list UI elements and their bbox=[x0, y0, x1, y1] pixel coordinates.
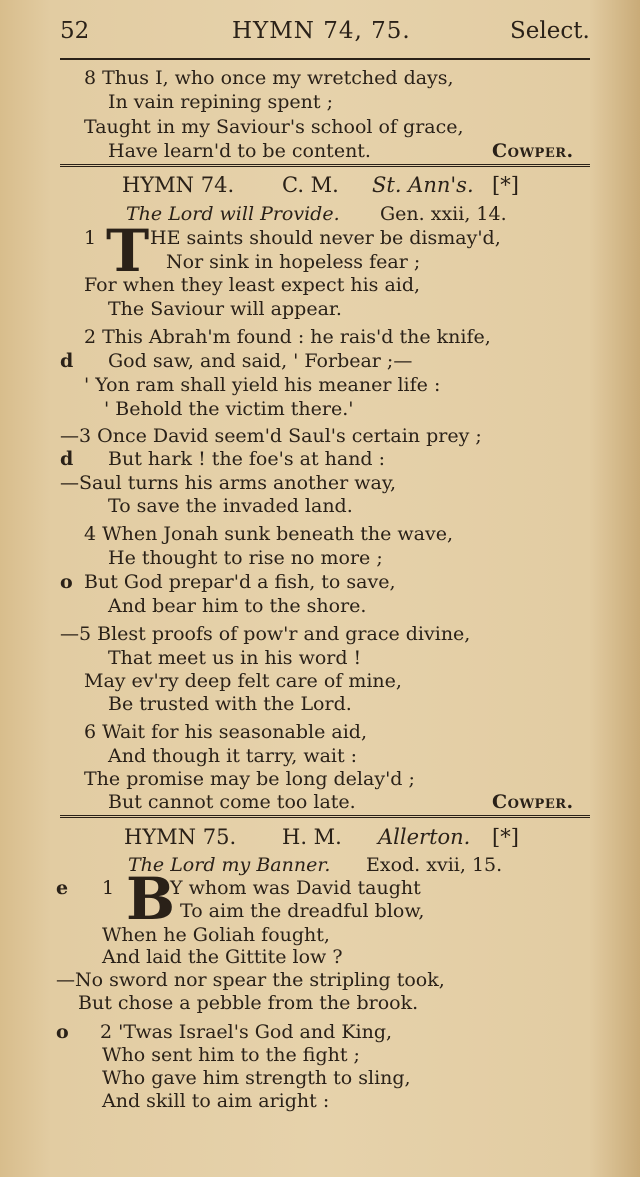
page-number: 52 bbox=[60, 18, 90, 44]
verse-line: Taught in my Saviour's school of grace, bbox=[84, 116, 464, 138]
verse-line: 2 This Abrah'm found : he rais'd the knife, bbox=[84, 326, 491, 348]
verse-line: And laid the Gittite low ? bbox=[102, 946, 343, 968]
drop-cap: T bbox=[106, 217, 150, 285]
verse-line: In vain repining spent ; bbox=[108, 91, 333, 113]
verse-line: Who sent him to the fight ; bbox=[102, 1044, 360, 1066]
author-name: Cowper. bbox=[492, 791, 574, 813]
verse-line: But chose a pebble from the brook. bbox=[78, 992, 419, 1014]
verse-line: —No sword nor spear the stripling took, bbox=[56, 969, 445, 991]
verse-line: Be trusted with the Lord. bbox=[108, 693, 352, 715]
verse-line: And skill to aim aright : bbox=[102, 1090, 330, 1112]
verse-line: Who gave him strength to sling, bbox=[102, 1067, 411, 1089]
hymn-label: HYMN 75. bbox=[124, 825, 237, 849]
verse-line: 4 When Jonah sunk beneath the wave, bbox=[84, 523, 453, 545]
section-label: Select. bbox=[510, 18, 590, 44]
hymn-meter: C. M. bbox=[282, 173, 339, 197]
hymn-label: HYMN 74. bbox=[122, 173, 235, 197]
verse-line: Y whom was David taught bbox=[170, 877, 421, 899]
verse-line: HE saints should never be dismay'd, bbox=[150, 227, 501, 249]
hymn-tune: St. Ann's. bbox=[372, 173, 474, 197]
verse-line: That meet us in his word ! bbox=[108, 647, 362, 669]
verse-line: 6 Wait for his seasonable aid, bbox=[84, 721, 367, 743]
verse-line: ' Behold the victim there.' bbox=[104, 398, 354, 420]
hymn-tune: Allerton. bbox=[378, 825, 471, 849]
verse-line: —3 Once David seem'd Saul's certain prey ; bbox=[60, 425, 482, 447]
verse-line: —5 Blest proofs of pow'r and grace divine, bbox=[60, 623, 471, 645]
verse-line: And bear him to the shore. bbox=[108, 595, 367, 617]
dynamic-mark: o bbox=[56, 1021, 69, 1043]
verse-line: To aim the dreadful blow, bbox=[180, 900, 425, 922]
verse-line: 8 Thus I, who once my wretched days, bbox=[84, 67, 454, 89]
dynamic-mark: d bbox=[60, 350, 74, 372]
dynamic-mark: e bbox=[56, 877, 69, 899]
verse-line: 2 'Twas Israel's God and King, bbox=[100, 1021, 393, 1043]
hymn-subtitle: The Lord my Banner. bbox=[128, 854, 331, 876]
hymn-mark: [*] bbox=[492, 825, 519, 849]
verse-line: God saw, and said, ' Forbear ;— bbox=[108, 350, 413, 372]
verse-line: ' Yon ram shall yield his meaner life : bbox=[84, 374, 441, 396]
verse-line: But hark ! the foe's at hand : bbox=[108, 448, 386, 470]
dynamic-mark: d bbox=[60, 448, 74, 470]
hymn-divider bbox=[60, 815, 590, 818]
hymn-mark: [*] bbox=[492, 173, 519, 197]
verse-line: For when they least expect his aid, bbox=[84, 274, 421, 296]
verse-line: May ev'ry deep felt care of mine, bbox=[84, 670, 402, 692]
verse-line: He thought to rise no more ; bbox=[108, 547, 383, 569]
verse-line: When he Goliah fought, bbox=[102, 924, 330, 946]
verse-line: Have learn'd to be content. bbox=[108, 140, 371, 162]
author-name: Cowper. bbox=[492, 140, 574, 162]
verse-line: The promise may be long delay'd ; bbox=[84, 768, 415, 790]
running-title: HYMN 74, 75. bbox=[232, 18, 411, 44]
verse-line: The Saviour will appear. bbox=[108, 298, 342, 320]
hymn-meter: H. M. bbox=[282, 825, 342, 849]
hymn-subtitle: The Lord will Provide. bbox=[126, 203, 340, 225]
verse-line: But God prepar'd a fish, to save, bbox=[84, 571, 396, 593]
verse-line: But cannot come too late. bbox=[108, 791, 356, 813]
dynamic-mark: o bbox=[60, 571, 73, 593]
scripture-reference: Exod. xvii, 15. bbox=[366, 854, 503, 876]
verse-number: 1 bbox=[84, 227, 97, 249]
verse-line: To save the invaded land. bbox=[108, 495, 353, 517]
verse-number: 1 bbox=[102, 877, 115, 899]
verse-line: —Saul turns his arms another way, bbox=[60, 472, 397, 494]
verse-line: And though it tarry, wait : bbox=[108, 745, 358, 767]
running-header bbox=[0, 18, 640, 54]
verse-line: Nor sink in hopeless fear ; bbox=[166, 251, 421, 273]
hymn-divider bbox=[60, 164, 590, 167]
header-rule bbox=[60, 58, 590, 60]
drop-cap: B bbox=[126, 865, 176, 933]
scripture-reference: Gen. xxii, 14. bbox=[380, 203, 507, 225]
